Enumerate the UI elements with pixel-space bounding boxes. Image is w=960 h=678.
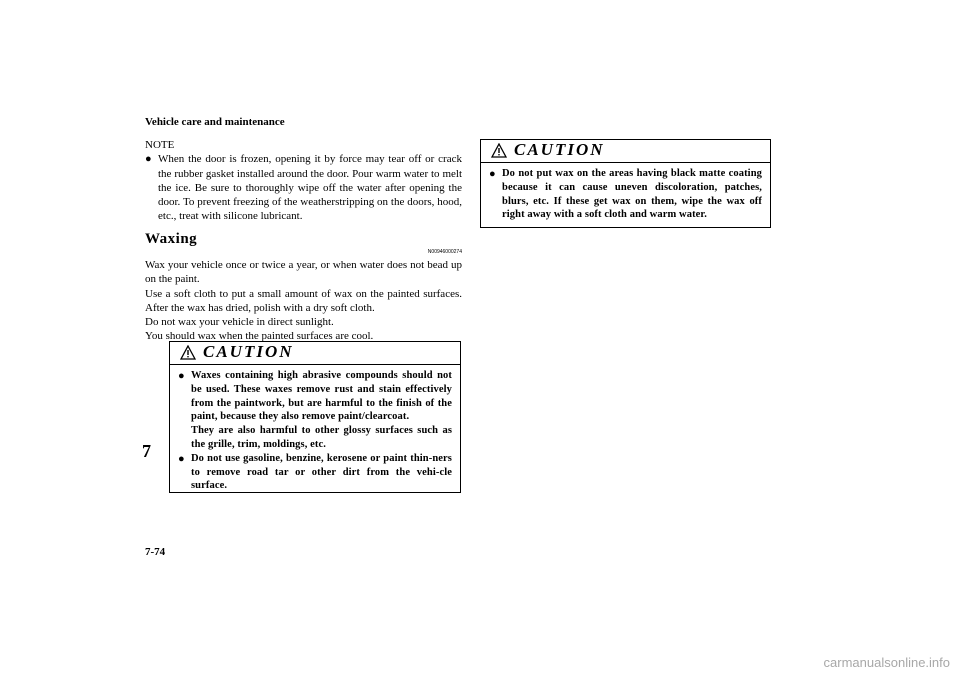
note-block xyxy=(145,138,462,224)
waxing-body xyxy=(145,258,462,344)
note-item-text: When the door is frozen, opening it by force may tear off or crack the rubber gasket installed around the door. Pour warm water to melt the ice. Be sure to thoroughly wipe off the water after opening the door. To prevent freezing of the weatherstripping on the doors, hood, etc., treat with silicone lubricant. xyxy=(158,153,462,223)
caution-item-extra: They are also harmful to other glossy surfaces such as the grille, trim, moldings, etc. xyxy=(191,425,452,450)
waxing-paragraph: Do not wax your vehicle in direct sunlight. xyxy=(145,316,334,329)
page-header-title: Vehicle care and maintenance xyxy=(145,116,285,128)
section-code: N00946000274 xyxy=(427,249,462,255)
caution-header xyxy=(170,342,460,365)
bullet-icon: ● xyxy=(178,452,185,465)
caution-body xyxy=(481,163,770,227)
caution-item xyxy=(489,167,762,222)
caution-item xyxy=(178,369,452,452)
bullet-icon: ● xyxy=(178,370,185,382)
caution-item-text: Do not put wax on the areas having black matte coating because it can cause uneven discoloration, patches, blurs, etc. If these get wax on them, wipe the wax off right away with a soft cloth and warm water. xyxy=(502,168,762,221)
waxing-paragraph: Use a soft cloth to put a small amount of wax on the painted surfaces. After the wax has dried, polish with a dry soft cloth. xyxy=(145,287,462,314)
note-label: NOTE xyxy=(145,139,175,151)
chapter-tab-number: 7 xyxy=(142,441,151,461)
caution-item xyxy=(178,452,452,493)
warning-triangle-icon xyxy=(180,345,196,360)
caution-item-text: Waxes containing high abrasive compounds should not be used. These waxes remove rust and stain effectively from the paintwork, but are harmful to the finish of the paint, because they also remove paint/clearcoat. xyxy=(191,370,452,423)
caution-label: CAUTION xyxy=(203,342,294,361)
caution-label: CAUTION xyxy=(514,140,605,159)
caution-body xyxy=(170,365,460,498)
bullet-icon: ● xyxy=(489,168,496,180)
caution-header xyxy=(481,140,770,163)
waxing-paragraph: You should wax when the painted surfaces are cool. xyxy=(145,330,374,343)
note-item xyxy=(145,152,462,223)
page-number: 7-74 xyxy=(145,546,166,558)
section-title-waxing: Waxing xyxy=(145,231,198,247)
caution-box-matte xyxy=(480,139,771,228)
caution-item-text: Do not use gasoline, benzine, kerosene or paint thin-ners to remove road tar or other dirt from the vehi-cle surface. xyxy=(191,452,452,492)
bullet-icon: ● xyxy=(145,153,152,166)
watermark: carmanualsonline.info xyxy=(823,655,950,670)
caution-box-waxes xyxy=(169,341,461,493)
warning-triangle-icon xyxy=(491,143,507,158)
waxing-paragraph: Wax your vehicle once or twice a year, or when water does not bead up on the paint. xyxy=(145,259,462,286)
